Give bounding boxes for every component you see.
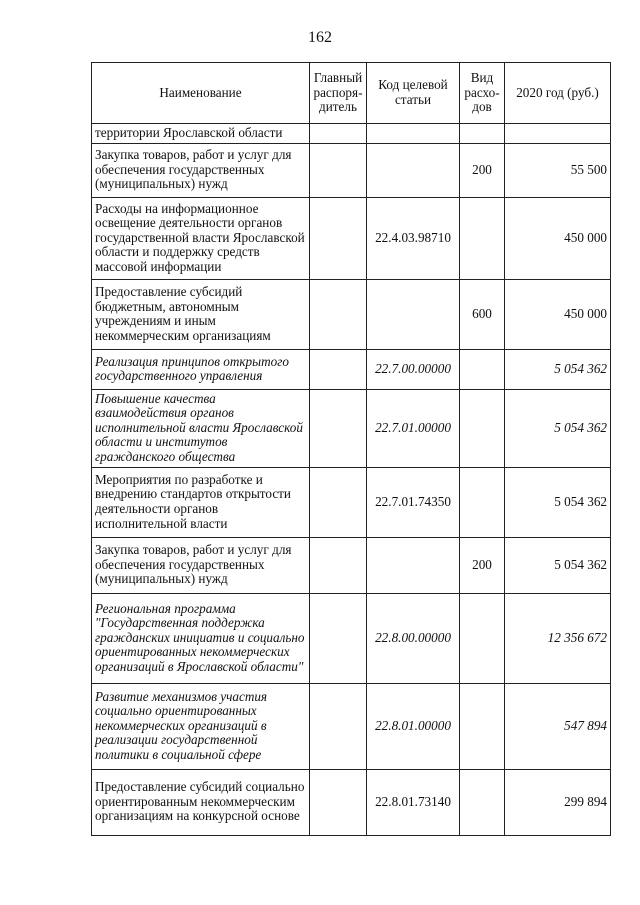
cell-vid (460, 197, 505, 279)
cell-grbs (310, 769, 367, 835)
cell-grbs (310, 197, 367, 279)
cell-vid (460, 467, 505, 537)
header-sum: 2020 год (руб.) (505, 63, 611, 124)
table-body (92, 124, 611, 836)
cell-sum: 5 054 362 (505, 537, 611, 593)
table-row (92, 349, 611, 389)
header-name: Наименование (92, 63, 310, 124)
cell-vid (460, 124, 505, 144)
header-grbs: Главный распоря-дитель (310, 63, 367, 124)
cell-sum: 299 894 (505, 769, 611, 835)
cell-grbs (310, 349, 367, 389)
table-row (92, 197, 611, 279)
cell-code: 22.8.01.00000 (367, 683, 460, 769)
page-number: 162 (308, 29, 332, 46)
table-row (92, 683, 611, 769)
cell-name: Закупка товаров, работ и услуг для обеспечения государственных (муниципальных) нужд (92, 143, 310, 197)
cell-code: 22.8.00.00000 (367, 593, 460, 683)
cell-sum: 450 000 (505, 279, 611, 349)
cell-vid (460, 349, 505, 389)
cell-code: 22.7.01.74350 (367, 467, 460, 537)
cell-vid (460, 769, 505, 835)
cell-sum: 12 356 672 (505, 593, 611, 683)
cell-vid: 200 (460, 537, 505, 593)
cell-vid: 600 (460, 279, 505, 349)
cell-vid (460, 683, 505, 769)
cell-code (367, 537, 460, 593)
cell-grbs (310, 537, 367, 593)
cell-sum: 5 054 362 (505, 389, 611, 467)
cell-name: Закупка товаров, работ и услуг для обеспечения государственных (муниципальных) нужд (92, 537, 310, 593)
cell-sum: 5 054 362 (505, 349, 611, 389)
cell-name: Предоставление субсидий бюджетным, автономным учреждениям и иным некоммерческим организациям (92, 279, 310, 349)
table-row (92, 124, 611, 144)
cell-name: Мероприятия по разработке и внедрению стандартов открытости деятельности органов исполнительной власти (92, 467, 310, 537)
cell-grbs (310, 593, 367, 683)
table-row (92, 537, 611, 593)
cell-name: Реализация принципов открытого государственного управления (92, 349, 310, 389)
cell-sum: 55 500 (505, 143, 611, 197)
cell-code: 22.7.01.00000 (367, 389, 460, 467)
header-code: Код целевой статьи (367, 63, 460, 124)
cell-code: 22.4.03.98710 (367, 197, 460, 279)
table-row (92, 769, 611, 835)
header-vid: Вид расхо-дов (460, 63, 505, 124)
cell-sum (505, 124, 611, 144)
table-row (92, 389, 611, 467)
cell-code: 22.8.01.73140 (367, 769, 460, 835)
cell-name: Региональная программа "Государственная поддержка гражданских инициатив и социально ориентированных некоммерческих организаций в Ярославской области" (92, 593, 310, 683)
header-row (92, 63, 611, 124)
cell-sum: 450 000 (505, 197, 611, 279)
table-row (92, 593, 611, 683)
cell-grbs (310, 389, 367, 467)
cell-name: Повышение качества взаимодействия органов исполнительной власти Ярославской области и институтов гражданского общества (92, 389, 310, 467)
cell-sum: 5 054 362 (505, 467, 611, 537)
cell-name: Предоставление субсидий социально ориентированным некоммерческим организациям на конкурсной основе (92, 769, 310, 835)
cell-code (367, 279, 460, 349)
cell-vid (460, 593, 505, 683)
cell-grbs (310, 143, 367, 197)
cell-vid (460, 389, 505, 467)
cell-code: 22.7.00.00000 (367, 349, 460, 389)
table-row (92, 143, 611, 197)
cell-grbs (310, 124, 367, 144)
cell-grbs (310, 467, 367, 537)
budget-table (91, 62, 611, 836)
table-row (92, 467, 611, 537)
cell-name: Развитие механизмов участия социально ориентированных некоммерческих организаций в реализации государственной политики в социальной сфере (92, 683, 310, 769)
cell-name: Расходы на информационное освещение деятельности органов государственной власти Ярославской области и поддержку средств массовой информации (92, 197, 310, 279)
cell-code (367, 143, 460, 197)
cell-vid: 200 (460, 143, 505, 197)
table-header (92, 63, 611, 124)
cell-sum: 547 894 (505, 683, 611, 769)
cell-code (367, 124, 460, 144)
cell-grbs (310, 683, 367, 769)
table-row (92, 279, 611, 349)
cell-name: территории Ярославской области (92, 124, 310, 144)
cell-grbs (310, 279, 367, 349)
